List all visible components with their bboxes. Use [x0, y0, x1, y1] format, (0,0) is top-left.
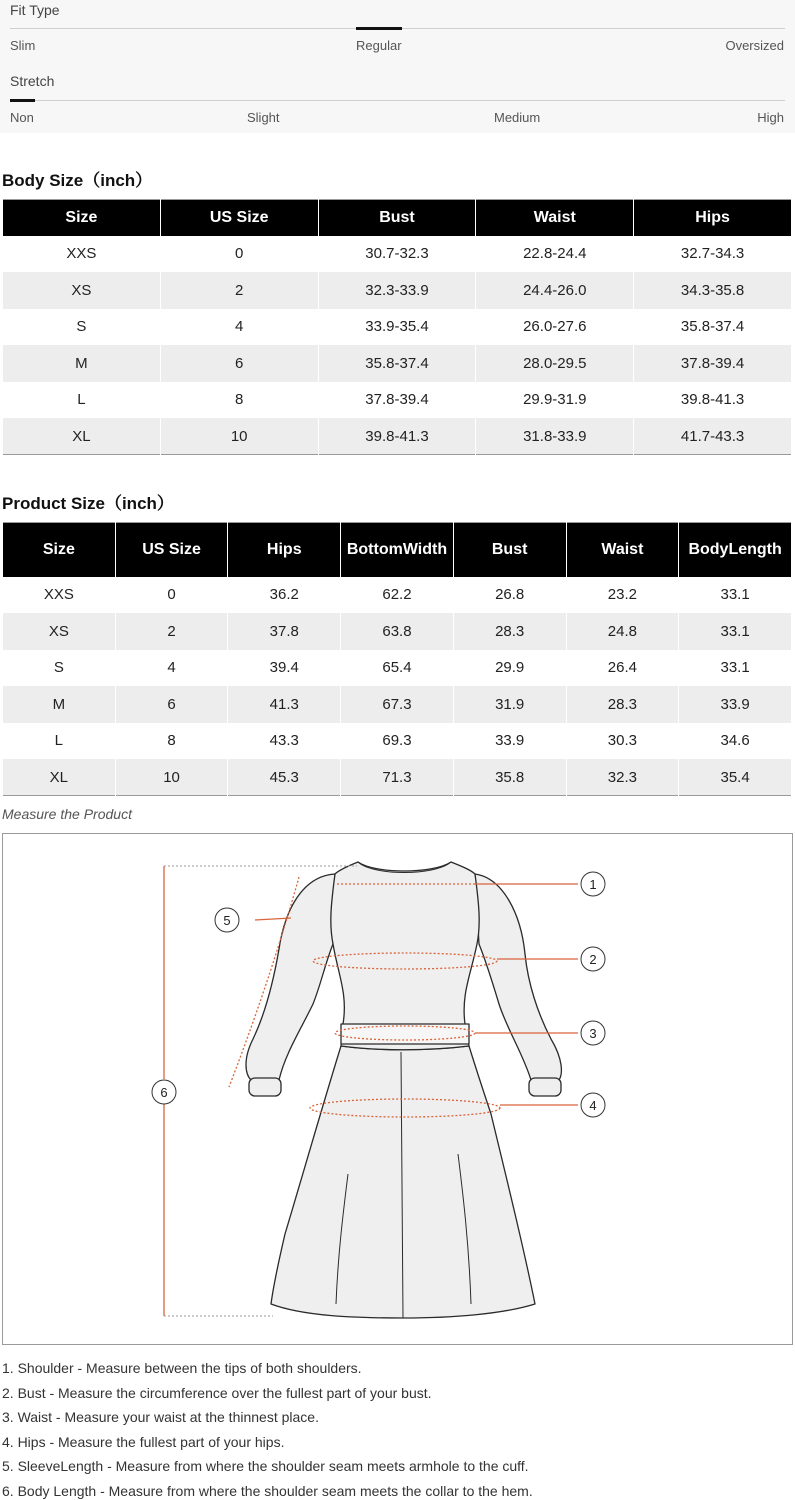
table-cell: 26.0-27.6 [476, 309, 634, 346]
table-cell: XL [3, 418, 161, 455]
table-row [3, 382, 792, 419]
table-cell: 23.2 [566, 577, 679, 614]
table-cell: 4 [115, 650, 228, 687]
column-header: Bust [318, 200, 476, 236]
table-cell: 10 [115, 759, 228, 796]
table-cell: 65.4 [341, 650, 454, 687]
column-header: Size [3, 523, 116, 577]
column-header: US Size [160, 200, 318, 236]
table-cell: XS [3, 272, 161, 309]
callout-1 [581, 872, 605, 896]
table-row [3, 309, 792, 346]
fit-type-title: Fit Type [10, 2, 60, 18]
dress-illustration [3, 834, 792, 1344]
table-cell: 10 [160, 418, 318, 455]
table-cell: 37.8-39.4 [634, 345, 792, 382]
table-header-row [3, 200, 792, 236]
callout-3-label: 3 [589, 1026, 597, 1041]
table-cell: 35.8-37.4 [634, 309, 792, 346]
table-row [3, 650, 792, 687]
table-cell: 24.4-26.0 [476, 272, 634, 309]
table-cell: XS [3, 613, 116, 650]
callout-2-label: 2 [589, 952, 597, 967]
table-cell: 37.8 [228, 613, 341, 650]
measurement-instructions [2, 1356, 792, 1500]
table-cell: 36.2 [228, 577, 341, 614]
stretch-option-slight: Slight [247, 110, 280, 125]
dress-right-sleeve [475, 874, 561, 1080]
table-row [3, 236, 792, 273]
table-header-row [3, 523, 792, 577]
table-cell: 31.8-33.9 [476, 418, 634, 455]
table-cell: L [3, 382, 161, 419]
instruction-shoulder: 1. Shoulder - Measure between the tips of both shoulders. [2, 1360, 362, 1376]
table-cell: 22.8-24.4 [476, 236, 634, 273]
table-cell: 4 [160, 309, 318, 346]
table-cell: 6 [115, 686, 228, 723]
product-size-table [2, 522, 792, 796]
callout-6 [152, 1080, 176, 1104]
fit-option-oversized: Oversized [725, 38, 784, 53]
column-header: BodyLength [679, 523, 792, 577]
table-row [3, 686, 792, 723]
table-cell: 32.3-33.9 [318, 272, 476, 309]
instruction-waist: 3. Waist - Measure your waist at the thinnest place. [2, 1409, 319, 1425]
fit-panel [0, 0, 795, 133]
table-cell: 33.1 [679, 650, 792, 687]
table-cell: 26.4 [566, 650, 679, 687]
table-cell: 30.7-32.3 [318, 236, 476, 273]
callout-3 [581, 1021, 605, 1045]
instruction-hips: 4. Hips - Measure the fullest part of your hips. [2, 1433, 285, 1450]
column-header: Bust [453, 523, 566, 577]
column-header: Hips [228, 523, 341, 577]
instruction-sleeve-length: 5. SleeveLength - Measure from where the shoulder seam meets armhole to the cuff. [2, 1458, 529, 1474]
table-cell: L [3, 723, 116, 760]
table-cell: 8 [160, 382, 318, 419]
table-cell: 39.8-41.3 [634, 382, 792, 419]
table-cell: 8 [115, 723, 228, 760]
measure-caption: Measure the Product [2, 806, 132, 822]
table-cell: 0 [160, 236, 318, 273]
body-size-table [2, 199, 792, 455]
table-cell: 35.8-37.4 [318, 345, 476, 382]
table-cell: 28.0-29.5 [476, 345, 634, 382]
table-cell: 33.9 [453, 723, 566, 760]
table-cell: 29.9-31.9 [476, 382, 634, 419]
stretch-selected-marker [10, 99, 35, 102]
table-cell: S [3, 309, 161, 346]
table-cell: 37.8-39.4 [318, 382, 476, 419]
table-cell: 34.3-35.8 [634, 272, 792, 309]
callout-5 [215, 908, 239, 932]
table-cell: 30.3 [566, 723, 679, 760]
table-cell: 33.1 [679, 613, 792, 650]
callout-4-label: 4 [589, 1098, 597, 1113]
table-cell: 31.9 [453, 686, 566, 723]
callout-4 [581, 1093, 605, 1117]
table-cell: 26.8 [453, 577, 566, 614]
table-cell: 28.3 [453, 613, 566, 650]
table-cell: 29.9 [453, 650, 566, 687]
measurement-diagram [2, 833, 793, 1345]
table-cell: 24.8 [566, 613, 679, 650]
table-cell: XXS [3, 236, 161, 273]
table-cell: 39.4 [228, 650, 341, 687]
table-cell: XXS [3, 577, 116, 614]
table-cell: 34.6 [679, 723, 792, 760]
column-header: Waist [476, 200, 634, 236]
table-cell: 32.3 [566, 759, 679, 796]
table-cell: 39.8-41.3 [318, 418, 476, 455]
callout-2 [581, 947, 605, 971]
column-header: Size [3, 200, 161, 236]
table-cell: S [3, 650, 116, 687]
table-cell: 71.3 [341, 759, 454, 796]
table-row [3, 723, 792, 760]
stretch-title: Stretch [10, 73, 55, 89]
table-row [3, 272, 792, 309]
stretch-option-medium: Medium [494, 110, 541, 125]
callout-1-label: 1 [589, 877, 597, 892]
instruction-bust: 2. Bust - Measure the circumference over the fullest part of your bust. [2, 1384, 432, 1401]
fit-option-slim: Slim [10, 38, 36, 53]
left-cuff [249, 1078, 281, 1096]
body-size-title: Body Size（inch） [2, 171, 153, 190]
table-row [3, 577, 792, 614]
table-cell: 28.3 [566, 686, 679, 723]
table-cell: 69.3 [341, 723, 454, 760]
table-row [3, 759, 792, 796]
stretch-option-high: High [757, 110, 784, 125]
stretch-track [10, 100, 785, 101]
table-cell: XL [3, 759, 116, 796]
table-cell: 35.4 [679, 759, 792, 796]
stretch-option-non: Non [10, 110, 34, 125]
table-cell: 6 [160, 345, 318, 382]
product-size-title: Product Size（inch） [2, 494, 174, 513]
right-cuff [529, 1078, 561, 1096]
table-cell: 0 [115, 577, 228, 614]
table-cell: 2 [160, 272, 318, 309]
callout-5-label: 5 [223, 913, 231, 928]
callout-6-label: 6 [160, 1085, 168, 1100]
table-row [3, 418, 792, 455]
table-cell: 35.8 [453, 759, 566, 796]
fit-option-regular: Regular [356, 38, 402, 53]
table-cell: 45.3 [228, 759, 341, 796]
column-header: Waist [566, 523, 679, 577]
table-row [3, 613, 792, 650]
table-cell: 63.8 [341, 613, 454, 650]
table-cell: 33.9 [679, 686, 792, 723]
table-cell: 62.2 [341, 577, 454, 614]
column-header: US Size [115, 523, 228, 577]
table-cell: 41.7-43.3 [634, 418, 792, 455]
table-cell: M [3, 345, 161, 382]
table-cell: 67.3 [341, 686, 454, 723]
table-cell: M [3, 686, 116, 723]
instruction-body-length: 6. Body Length - Measure from where the shoulder seam meets the collar to the hem. [2, 1482, 533, 1499]
table-cell: 33.9-35.4 [318, 309, 476, 346]
table-cell: 43.3 [228, 723, 341, 760]
column-header: Hips [634, 200, 792, 236]
table-cell: 32.7-34.3 [634, 236, 792, 273]
table-cell: 41.3 [228, 686, 341, 723]
dress-bodice [331, 862, 479, 1050]
table-row [3, 345, 792, 382]
table-cell: 33.1 [679, 577, 792, 614]
table-cell: 2 [115, 613, 228, 650]
fit-type-selected-marker [356, 27, 402, 30]
column-header: BottomWidth [341, 523, 454, 577]
